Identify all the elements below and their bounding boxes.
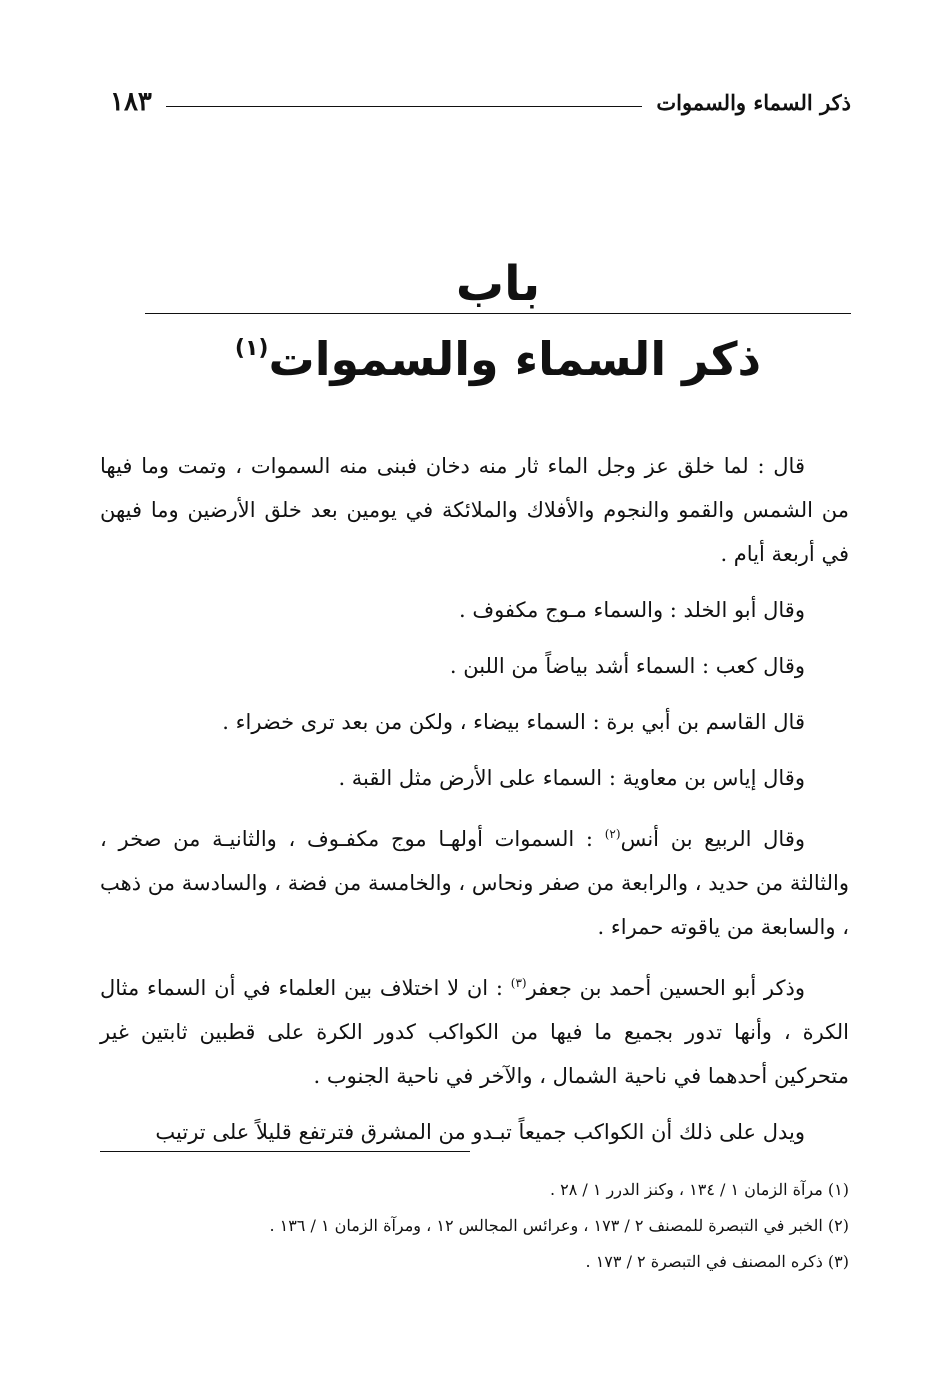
chapter-title-text: ذكر السماء والسموات	[268, 332, 762, 386]
paragraph	[100, 700, 849, 744]
paragraph	[100, 961, 849, 1098]
paragraph-text: وقال أبو الخلد : والسماء مـوج مكفوف .	[458, 598, 805, 622]
running-head	[110, 82, 851, 122]
paragraph-lead: وذكر أبو الحسين أحمد بن جعفر	[526, 976, 805, 1000]
footnote-separator	[100, 1151, 470, 1152]
paragraph-text: وقال كعب : السماء أشد بياضاً من اللبن .	[449, 654, 805, 678]
paragraph-text: : ان لا اختلاف بين العلماء في أن السماء مثال الكرة ، وأنها تدور بجميع ما فيها من الكواكب كدور الكرة على قطبين ثابتين غير متحركين أحدهما في ناحية الشمال ، والآخر في ناحية الجنوب .	[100, 976, 849, 1088]
chapter-label: باب	[455, 256, 541, 312]
paragraph	[100, 588, 849, 632]
footnote-ref: (٢)	[604, 827, 621, 841]
footnote: (١) مرآة الزمان ١ / ١٣٤ ، وكنز الدرر ١ / ٢٨ .	[549, 1180, 849, 1199]
running-head-rule	[166, 106, 642, 107]
paragraph-text: وقال إياس بن معاوية : السماء على الأرض مثل القبة .	[338, 766, 805, 790]
paragraph-text: ويدل على ذلك أن الكواكب جميعاً تبـدو من المشرق فترتفع قليلاً على ترتيب	[155, 1120, 805, 1144]
chapter-title-footnote-ref: (١)	[234, 336, 269, 361]
footnote-ref: (٣)	[510, 976, 527, 990]
paragraph-text: قال القاسم بن أبي برة : السماء بيضاء ، ولكن من بعد ترى خضراء .	[222, 710, 805, 734]
footnotes	[100, 1172, 849, 1280]
paragraph	[100, 756, 849, 800]
body-text	[100, 444, 849, 1166]
chapter-heading	[145, 255, 851, 394]
footnote: (٣) ذكره المصنف في التبصرة ٢ / ١٧٣ .	[585, 1252, 849, 1271]
page-number: ١٨٣	[110, 87, 152, 117]
paragraph-lead: وقال الربيع بن أنس	[620, 827, 805, 851]
footnote: (٢) الخبر في التبصرة للمصنف ٢ / ١٧٣ ، وعرائس المجالس ١٢ ، ومرآة الزمان ١ / ١٣٦ .	[269, 1216, 849, 1235]
chapter-title	[145, 314, 851, 394]
paragraph	[100, 812, 849, 949]
paragraph	[100, 1110, 849, 1154]
paragraph-text: قال : لما خلق عز وجل الماء ثار منه دخان فبنى منه السموات ، وتمت وما فيها من الشمس والقمو والنجوم والأفلاك والملائكة في يومين بعد خلق الأرضين وما فيهن في أربعة أيام .	[100, 454, 849, 566]
running-head-title: ذكر السماء والسموات	[656, 89, 851, 115]
paragraph	[100, 444, 849, 576]
paragraph-text: : السموات أولهـا موج مكفـوف ، والثانيـة من صخر ، والثالثة من حديد ، والرابعة من صفر ونحاس ، والخامسة من فضة ، والسادسة من ذهب ، والسابعة من ياقوته حمراء .	[100, 827, 849, 939]
paragraph	[100, 644, 849, 688]
